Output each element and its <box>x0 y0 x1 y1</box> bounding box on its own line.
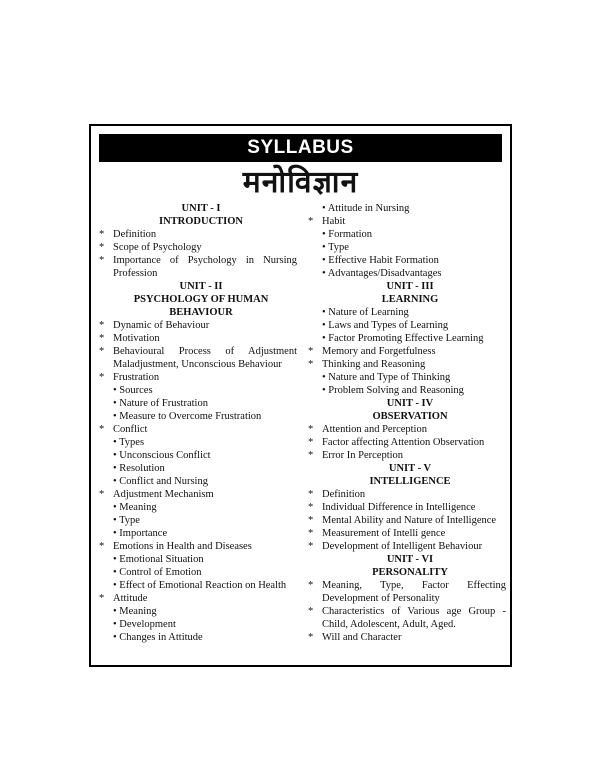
topic-item <box>97 371 297 384</box>
unit-label: UNIT - VI <box>386 554 434 565</box>
topic-item <box>306 514 506 527</box>
asterisk-bullet-icon: * <box>99 255 105 266</box>
subtopic-item: • Types <box>113 437 145 448</box>
topic-text: Habit <box>322 216 346 227</box>
topic-item <box>97 540 297 553</box>
topic-item <box>97 319 297 332</box>
asterisk-bullet-icon: * <box>308 424 314 435</box>
topic-text: Emotions in Health and Diseases <box>113 541 252 552</box>
subtopic-item: • Nature and Type of Thinking <box>322 372 451 383</box>
topic-item <box>97 423 297 436</box>
asterisk-bullet-icon: * <box>99 346 105 357</box>
topic-item <box>97 488 297 501</box>
topic-item <box>306 579 506 605</box>
unit-label: UNIT - V <box>388 463 432 474</box>
subtopic-item: • Advantages/Disadvantages <box>322 268 442 279</box>
asterisk-bullet-icon: * <box>308 450 314 461</box>
asterisk-bullet-icon: * <box>308 528 314 539</box>
topic-text: Conflict <box>113 424 148 435</box>
asterisk-bullet-icon: * <box>308 346 314 357</box>
topic-item <box>306 488 506 501</box>
subtopic-item: • Type <box>322 242 349 253</box>
topic-text: Development of Intelligent Behaviour <box>322 541 483 552</box>
topic-text: Measurement of Intelli gence <box>322 528 446 539</box>
topic-item <box>97 254 297 280</box>
topic-item <box>306 605 506 631</box>
topic-text: Behavioural Process of Adjustment Maladjustment, Unconscious Behaviour <box>113 346 297 370</box>
subtopic-item: • Factor Promoting Effective Learning <box>322 333 484 344</box>
topic-item <box>306 423 506 436</box>
asterisk-bullet-icon: * <box>308 580 314 591</box>
topic-item <box>306 540 506 553</box>
unit-heading: PERSONALITY <box>372 567 448 578</box>
syllabus-frame <box>89 124 512 667</box>
unit-heading: INTELLIGENCE <box>369 476 451 487</box>
topic-item <box>97 332 297 345</box>
subtopic-item: • Development <box>113 619 176 630</box>
topic-item <box>97 241 297 254</box>
asterisk-bullet-icon: * <box>308 541 314 552</box>
topic-text: Attention and Perception <box>322 424 427 435</box>
topic-item <box>306 527 506 540</box>
syllabus-banner: SYLLABUS <box>99 134 502 162</box>
topic-text: Adjustment Mechanism <box>113 489 214 500</box>
subtopic-item: • Control of Emotion <box>113 567 202 578</box>
asterisk-bullet-icon: * <box>99 242 105 253</box>
asterisk-bullet-icon: * <box>308 489 314 500</box>
unit-heading: LEARNING <box>381 294 439 305</box>
asterisk-bullet-icon: * <box>99 229 105 240</box>
asterisk-bullet-icon: * <box>308 502 314 513</box>
subtopic-item: • Type <box>113 515 140 526</box>
asterisk-bullet-icon: * <box>308 632 314 643</box>
syllabus-left-column <box>97 202 297 644</box>
subject-title-hindi: मनोविज्ञान <box>242 165 359 200</box>
asterisk-bullet-icon: * <box>308 606 314 617</box>
asterisk-bullet-icon: * <box>99 541 105 552</box>
topic-item <box>306 501 506 514</box>
asterisk-bullet-icon: * <box>99 333 105 344</box>
subtopic-item: • Effect of Emotional Reaction on Health <box>113 580 287 591</box>
subtopic-item: • Laws and Types of Learning <box>322 320 449 331</box>
topic-item <box>306 449 506 462</box>
asterisk-bullet-icon: * <box>99 424 105 435</box>
syllabus-right-column <box>306 202 506 644</box>
topic-text: Error In Perception <box>322 450 404 461</box>
asterisk-bullet-icon: * <box>308 216 314 227</box>
subtopic-item: • Attitude in Nursing <box>322 203 410 214</box>
topic-item <box>306 215 506 228</box>
unit-label: UNIT - IV <box>386 398 434 409</box>
topic-text: Thinking and Reasoning <box>322 359 426 370</box>
topic-text: Memory and Forgetfulness <box>322 346 436 357</box>
topic-text: Characteristics of Various age Group - Child, Adolescent, Adult, Aged. <box>322 606 506 630</box>
unit-heading: INTRODUCTION <box>158 216 243 227</box>
subtopic-item: • Sources <box>113 385 153 396</box>
subtopic-item: • Meaning <box>113 606 157 617</box>
asterisk-bullet-icon: * <box>308 437 314 448</box>
topic-text: Importance of Psychology in Nursing Profession <box>113 255 297 279</box>
topic-text: Scope of Psychology <box>113 242 202 253</box>
topic-item <box>97 345 297 371</box>
subtopic-item: • Formation <box>322 229 373 240</box>
topic-text: Dynamic of Behaviour <box>113 320 210 331</box>
topic-text: Motivation <box>113 333 160 344</box>
subtopic-item: • Problem Solving and Reasoning <box>322 385 464 396</box>
unit-label: UNIT - I <box>181 203 221 214</box>
topic-item <box>306 345 506 358</box>
unit-heading: BEHAVIOUR <box>169 307 233 318</box>
subtopic-item: • Measure to Overcome Frustration <box>113 411 262 422</box>
subtopic-item: • Resolution <box>113 463 165 474</box>
unit-heading: PSYCHOLOGY OF HUMAN <box>133 294 269 305</box>
topic-text: Meaning, Type, Factor Effecting Development of Personality <box>322 580 506 604</box>
subtopic-item: • Effective Habit Formation <box>322 255 439 266</box>
topic-text: Individual Difference in Intelligence <box>322 502 476 513</box>
topic-item <box>306 436 506 449</box>
unit-heading: OBSERVATION <box>372 411 448 422</box>
topic-item <box>97 228 297 241</box>
topic-item <box>306 631 506 644</box>
asterisk-bullet-icon: * <box>99 372 105 383</box>
asterisk-bullet-icon: * <box>308 359 314 370</box>
topic-text: Will and Character <box>322 632 402 643</box>
topic-item <box>97 592 297 605</box>
unit-label: UNIT - II <box>179 281 223 292</box>
subtopic-item: • Conflict and Nursing <box>113 476 208 487</box>
subtopic-item: • Nature of Frustration <box>113 398 208 409</box>
topic-text: Definition <box>113 229 157 240</box>
topic-text: Frustration <box>113 372 160 383</box>
subtopic-item: • Nature of Learning <box>322 307 409 318</box>
asterisk-bullet-icon: * <box>308 515 314 526</box>
topic-text: Definition <box>322 489 366 500</box>
topic-text: Attitude <box>113 593 148 604</box>
subtopic-item: • Changes in Attitude <box>113 632 203 643</box>
subtopic-item: • Importance <box>113 528 168 539</box>
topic-text: Factor affecting Attention Observation <box>322 437 485 448</box>
asterisk-bullet-icon: * <box>99 320 105 331</box>
subtopic-item: • Meaning <box>113 502 157 513</box>
topic-item <box>306 358 506 371</box>
unit-label: UNIT - III <box>386 281 434 292</box>
subtopic-item: • Unconscious Conflict <box>113 450 211 461</box>
asterisk-bullet-icon: * <box>99 593 105 604</box>
subtopic-item: • Emotional Situation <box>113 554 204 565</box>
topic-text: Mental Ability and Nature of Intelligence <box>322 515 497 526</box>
asterisk-bullet-icon: * <box>99 489 105 500</box>
